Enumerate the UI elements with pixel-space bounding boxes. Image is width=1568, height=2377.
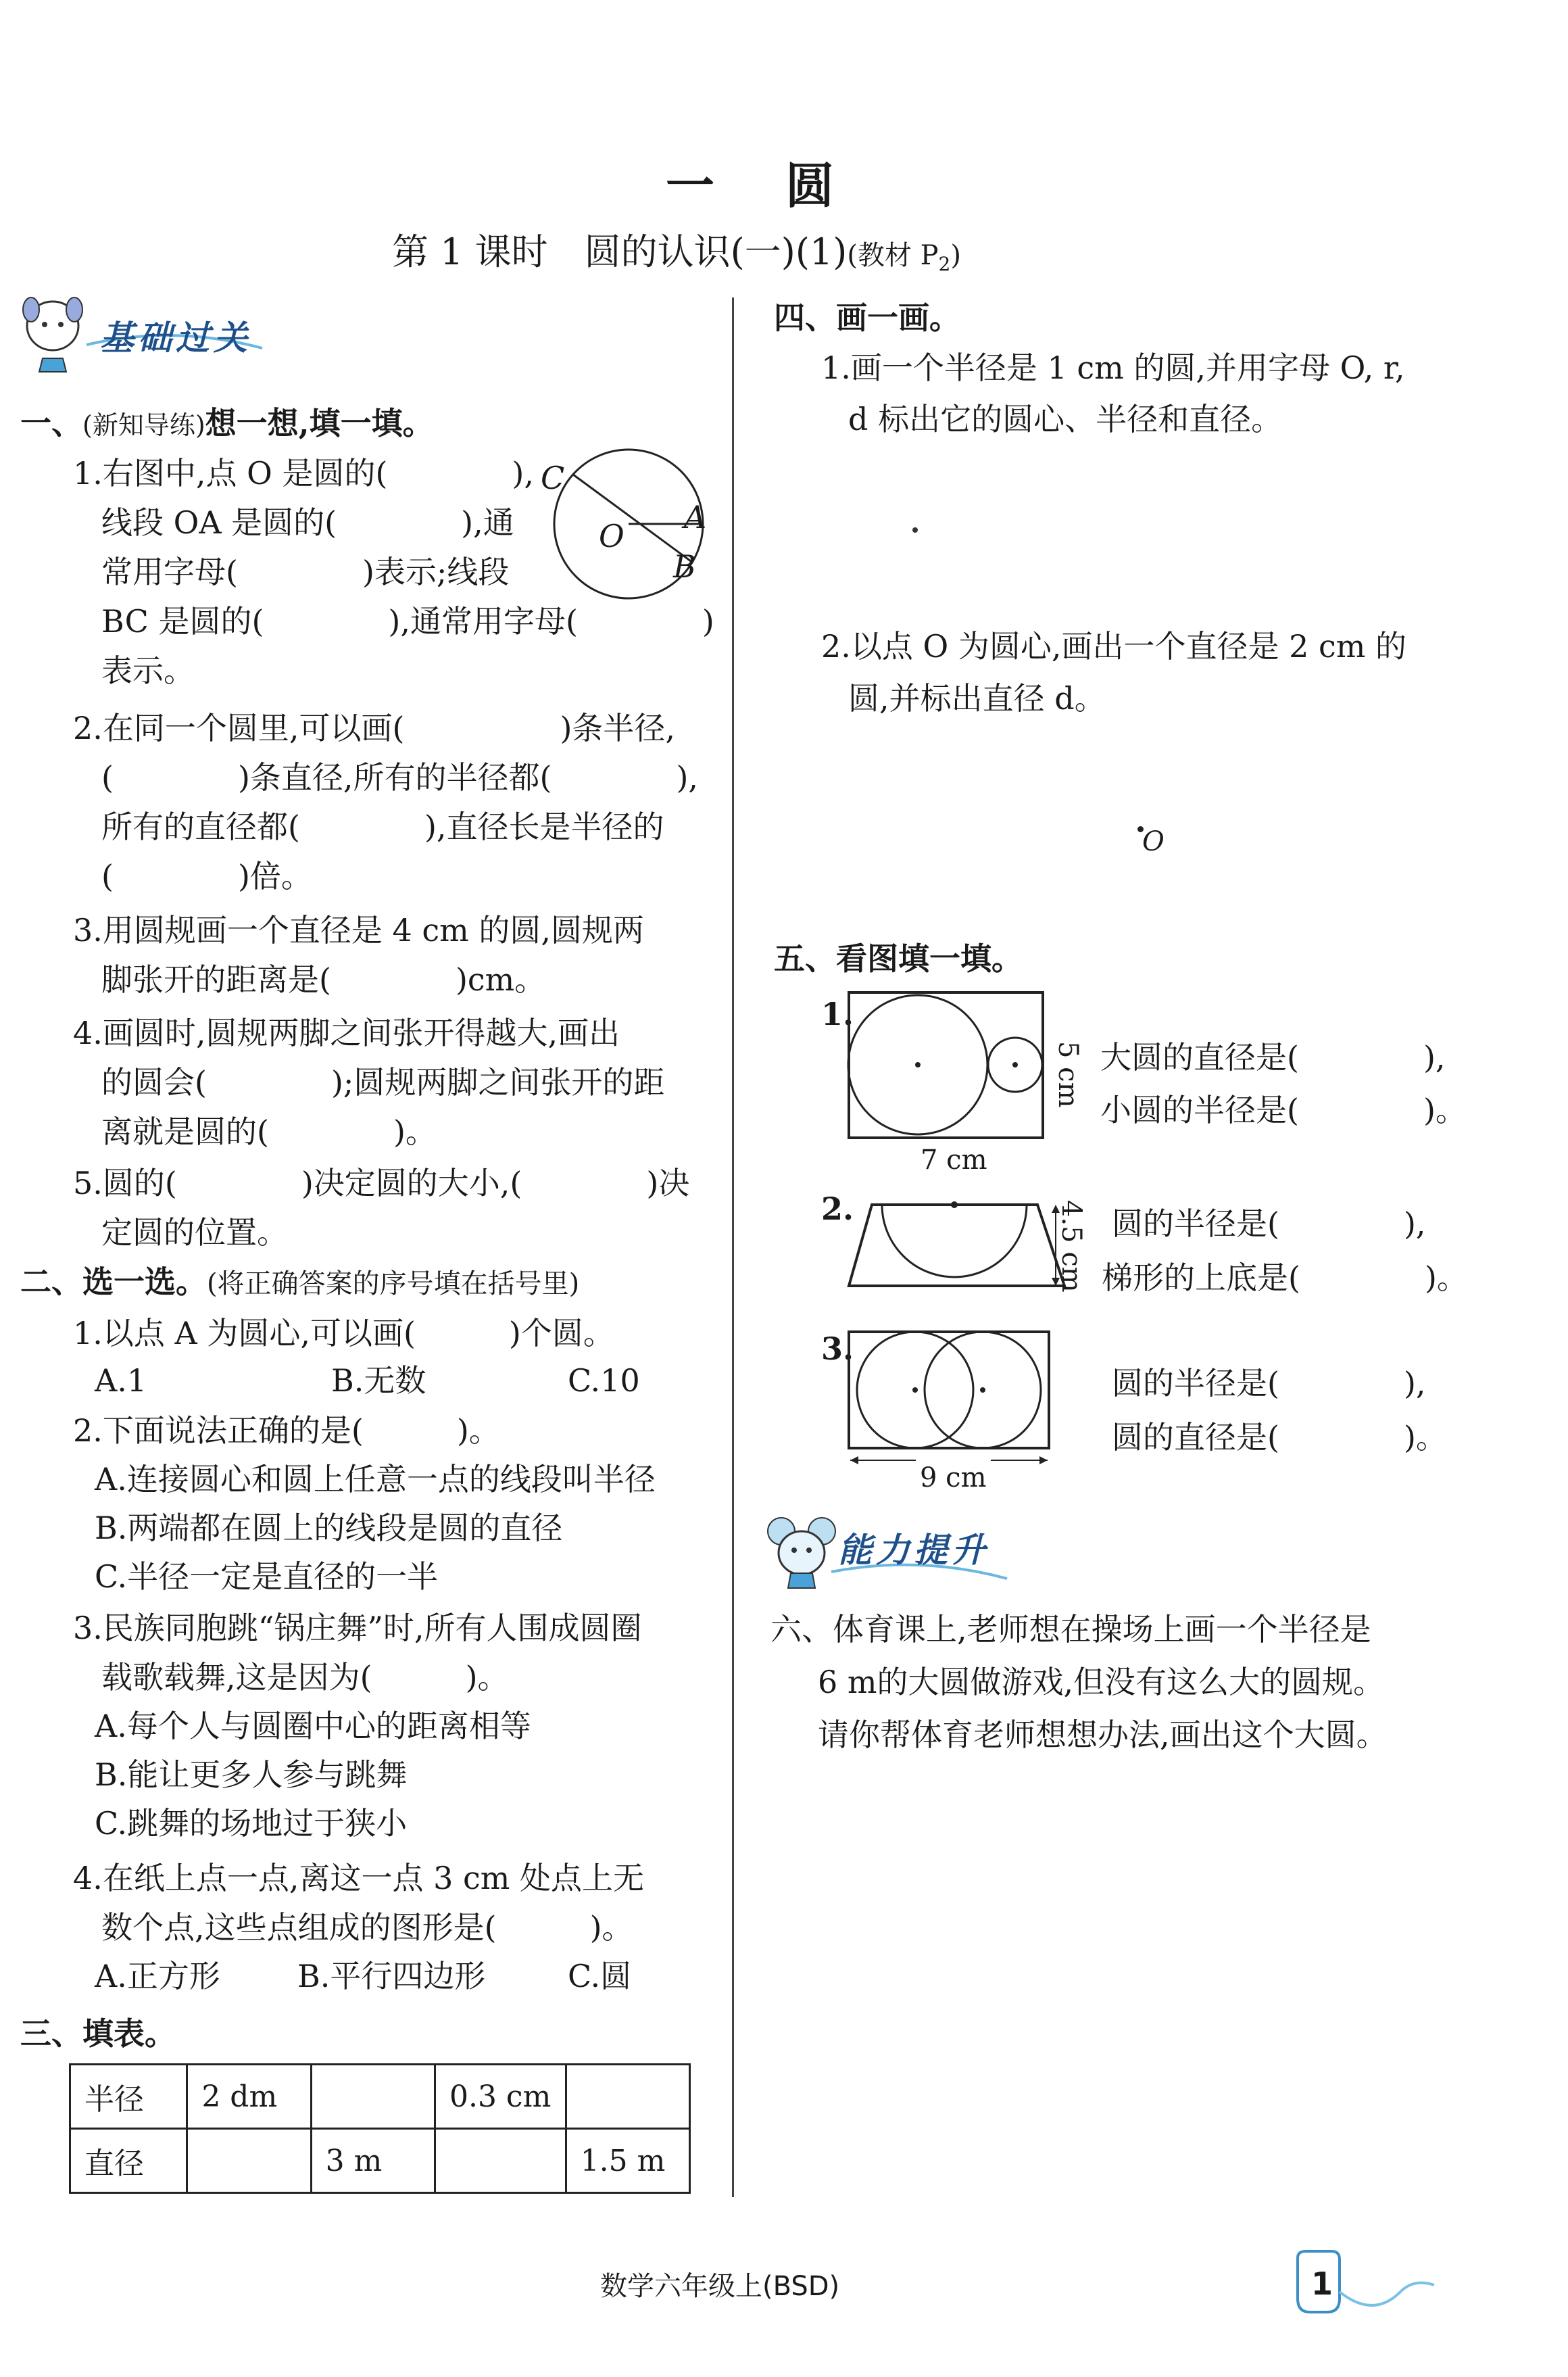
f3-figure [845, 1325, 1054, 1474]
table-cell [187, 2129, 311, 2193]
c3-question-line-2: 载歌载舞,这是因为( )。 [101, 1659, 509, 1696]
section-3-heading: 三、填表。 [20, 2015, 176, 2052]
d2-line-2: 圆,并标出直径 d。 [848, 680, 1106, 717]
badge-basic-label: 基础过关 [100, 318, 251, 358]
column-divider [732, 297, 734, 2197]
q2-line-4: ( )倍。 [101, 858, 312, 894]
section-1-heading: 一、(新知导练)想一想,填一填。 [20, 405, 434, 441]
f2-text-2: 梯形的上底是( )。 [1102, 1259, 1468, 1296]
q5-line-2: 定圆的位置。 [101, 1214, 288, 1251]
section-2-heading: 二、选一选。(将正确答案的序号填在括号里) [20, 1264, 580, 1300]
q1-line-2: 线段 OA 是圆的( ),通 [101, 504, 514, 541]
d2-line-1: 2.以点 O 为圆心,画出一个直径是 2 cm 的 [821, 628, 1406, 665]
c4-option-a: A.正方形 [95, 1958, 220, 1994]
c3-question-line-1: 3.民族同胞跳“锅庄舞”时,所有人围成圆圈 [73, 1610, 642, 1646]
f3-number: 3. [821, 1330, 854, 1367]
q4-line-2: 的圆会( );圆规两脚之间张开的距 [101, 1064, 665, 1101]
q1-label-o: O [599, 518, 624, 554]
c3-option-a: A.每个人与圆圈中心的距离相等 [95, 1708, 531, 1744]
section-4-heading: 四、画一画。 [774, 299, 960, 336]
c2-option-c: C.半径一定是直径的一半 [95, 1558, 439, 1595]
q4-line-1: 4.画圆时,圆规两脚之间张开得越大,画出 [73, 1015, 620, 1051]
page-number: 1 [1311, 2265, 1333, 2302]
d1-line-2: d 标出它的圆心、半径和直径。 [848, 401, 1283, 437]
f1-side-label: 5 cm [1052, 1041, 1083, 1108]
table-cell [566, 2065, 689, 2129]
q3-line-1: 3.用圆规画一个直径是 4 cm 的圆,圆规两 [73, 912, 645, 949]
table-cell [311, 2065, 435, 2129]
table-cell: 3 m [311, 2129, 435, 2193]
c1-option-b: B.无数 [331, 1362, 426, 1399]
q2-line-1: 2.在同一个圆里,可以画( )条半径, [73, 710, 676, 746]
badge-basic [12, 284, 269, 379]
c1-option-c: C.10 [568, 1362, 640, 1399]
c4-option-c: C.圆 [568, 1958, 632, 1994]
f2-text-1: 圆的半径是( ), [1112, 1205, 1426, 1242]
d1-draw-area [912, 527, 918, 533]
c1-question: 1.以点 A 为圆心,可以画( )个圆。 [73, 1315, 614, 1351]
d2-point-label: O [1142, 826, 1165, 857]
q1-label-a: A [684, 499, 707, 535]
section-5-heading: 五、看图填一填。 [774, 940, 1023, 977]
q1-label-c: C [541, 460, 565, 496]
f3-bottom-label: 9 cm [916, 1458, 991, 1498]
c2-option-a: A.连接圆心和圆上任意一点的线段叫半径 [95, 1461, 656, 1497]
radius-diameter-table [69, 2063, 691, 2194]
c4-option-b: B.平行四边形 [297, 1958, 486, 1994]
textbook-ref: (教材 $P_2$) [847, 240, 961, 275]
table-row [70, 2065, 690, 2129]
q3-line-2: 脚张开的距离是( )cm。 [101, 961, 546, 998]
q5-line-1: 5.圆的( )决定圆的大小,( )决 [73, 1165, 690, 1201]
c1-option-a: A.1 [95, 1362, 147, 1399]
f1-text-2: 小圆的半径是( )。 [1100, 1092, 1467, 1128]
c4-question-line-1: 4.在纸上点一点,离这一点 3 cm 处点上无 [73, 1860, 645, 1896]
f1-bottom-label: 7 cm [921, 1145, 987, 1176]
q2-line-2: ( )条直径,所有的半径都( ), [101, 759, 699, 796]
page-title: 一 圆 [666, 157, 862, 214]
table-cell: 直径 [70, 2129, 187, 2193]
q2-line-3: 所有的直径都( ),直径长是半径的 [101, 809, 664, 845]
q1-line-1: 1.右图中,点 O 是圆的( ), [73, 455, 534, 491]
f1-text-1: 大圆的直径是( ), [1100, 1039, 1446, 1076]
c2-option-b: B.两端都在圆上的线段是圆的直径 [95, 1510, 563, 1546]
c2-question: 2.下面说法正确的是( )。 [73, 1412, 500, 1449]
q1-line-3: 常用字母( )表示;线段 [101, 554, 510, 590]
f2-side-label: 4.5 cm [1056, 1200, 1087, 1293]
s6-line-2: 6 m的大圆做游戏,但没有这么大的圆规。 [818, 1664, 1385, 1700]
table-cell: 0.3 cm [435, 2065, 566, 2129]
table-cell: 半径 [70, 2065, 187, 2129]
f1-figure [845, 986, 1048, 1141]
table-row [70, 2129, 690, 2193]
badge-advanced [757, 1504, 1014, 1592]
c4-question-line-2: 数个点,这些点组成的图形是( )。 [101, 1909, 633, 1946]
lesson-title: 第 1 课时 圆的认识(一)(1) [392, 231, 848, 273]
q1-line-5: 表示。 [101, 652, 195, 689]
page-number-badge [1292, 2244, 1441, 2326]
q1-line-4: BC 是圆的( ),通常用字母( ) [101, 603, 714, 640]
q1-label-b: B [673, 548, 696, 585]
table-cell [435, 2129, 566, 2193]
s6-line-3: 请你帮体育老师想想办法,画出这个大圆。 [818, 1716, 1388, 1753]
q4-line-3: 离就是圆的( )。 [101, 1113, 437, 1150]
footer-book-label: 数学六年级上(BSD) [600, 2271, 840, 2302]
c3-option-c: C.跳舞的场地过于狭小 [95, 1805, 408, 1842]
d1-line-1: 1.画一个半径是 1 cm 的圆,并用字母 O, r, [821, 350, 1405, 386]
f3-text-2: 圆的直径是( )。 [1112, 1419, 1447, 1456]
f2-figure [845, 1198, 1068, 1299]
f2-number: 2. [821, 1191, 854, 1227]
f3-text-1: 圆的半径是( ), [1112, 1365, 1426, 1401]
table-cell: 2 dm [187, 2065, 311, 2129]
f1-number: 1. [821, 996, 854, 1032]
badge-advanced-label: 能力提升 [838, 1531, 989, 1570]
c3-option-b: B.能让更多人参与跳舞 [95, 1756, 408, 1793]
table-cell: 1.5 m [566, 2129, 689, 2193]
lesson-subtitle [392, 229, 961, 288]
s6-line-1: 六、体育课上,老师想在操场上画一个半径是 [770, 1611, 1371, 1648]
